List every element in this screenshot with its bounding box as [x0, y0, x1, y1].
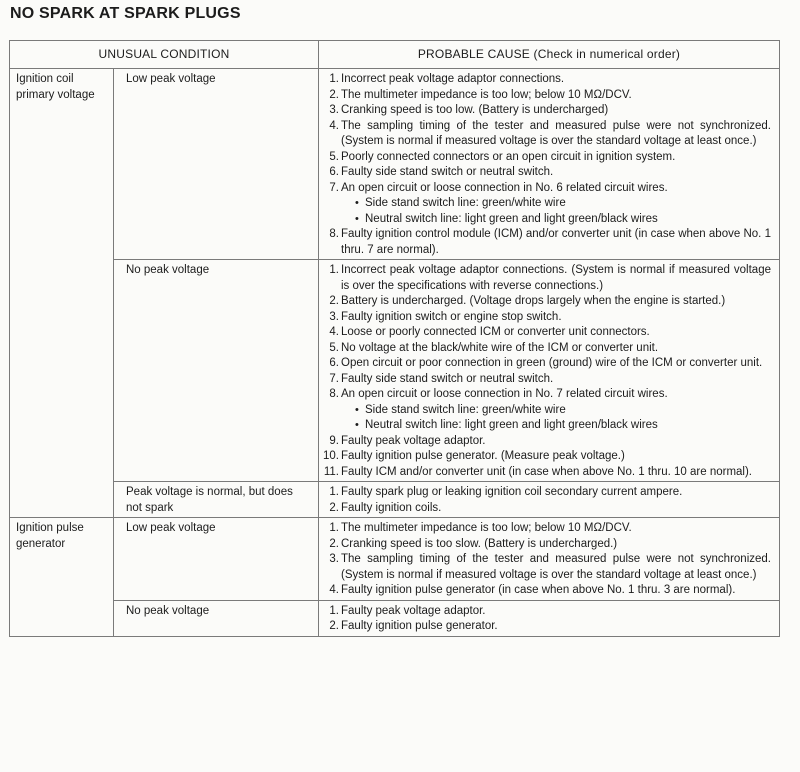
- cause-number: 3.: [329, 310, 339, 323]
- cause-text: Faulty ignition pulse generator (in case when above No. 1 thru. 3 are normal).: [341, 584, 736, 596]
- cause-item: [323, 537, 771, 553]
- cause-item: [323, 325, 771, 341]
- causes-cell: [319, 69, 780, 260]
- cause-item: [323, 150, 771, 166]
- cause-item: [323, 88, 771, 104]
- table-row: [10, 600, 780, 636]
- cause-item: [323, 465, 771, 481]
- cause-text: Faulty ignition control module (ICM) and/or converter unit (in case when above No. 1 thru. 7 are normal).: [341, 228, 771, 256]
- cause-text: Faulty ignition coils.: [341, 501, 442, 514]
- cause-number: 1.: [329, 604, 339, 617]
- cause-item: [323, 165, 771, 181]
- cause-item: [323, 356, 771, 372]
- condition-cell: Low peak voltage: [114, 69, 319, 260]
- cause-list: [323, 604, 771, 635]
- cause-text: The multimeter impedance is too low; below 10 MΩ/DCV.: [341, 522, 632, 534]
- bullet-item: • Neutral switch line: light green and light green/black wires: [355, 418, 771, 434]
- cause-item: [323, 501, 771, 517]
- cause-number: 2.: [329, 537, 339, 550]
- cause-text: Loose or poorly connected ICM or converter unit connectors.: [341, 326, 650, 338]
- cause-text: Faulty ignition pulse generator. (Measure peak voltage.): [341, 450, 625, 462]
- cause-number: 1.: [329, 73, 339, 85]
- cause-list: [323, 263, 771, 480]
- cause-text: Incorrect peak voltage adaptor connections.: [341, 73, 565, 85]
- condition-cell: No peak voltage: [114, 600, 319, 636]
- cause-number: 1.: [329, 486, 339, 498]
- cause-text: The multimeter impedance is too low; below 10 MΩ/DCV.: [341, 88, 632, 101]
- header-probable-cause: PROBABLE CAUSE (Check in numerical order): [319, 41, 780, 69]
- cause-number: 4.: [329, 326, 339, 338]
- cause-list: [323, 72, 771, 258]
- cause-number: 8.: [329, 388, 339, 400]
- cause-item: [323, 521, 771, 537]
- cause-item: [323, 72, 771, 88]
- cause-item: [323, 372, 771, 388]
- cause-text: Faulty ICM and/or converter unit (in case when above No. 1 thru. 10 are normal).: [341, 465, 753, 478]
- table-row: [10, 260, 780, 482]
- bullet-list: [341, 196, 771, 227]
- cause-text: An open circuit or loose connection in No. 6 related circuit wires.: [341, 181, 668, 194]
- cause-text: Faulty ignition switch or engine stop switch.: [341, 310, 562, 323]
- cause-item: [323, 434, 771, 450]
- condition-cell: Peak voltage is normal, but does not spark: [114, 482, 319, 518]
- cause-number: 2.: [329, 88, 339, 101]
- cause-item: [323, 119, 771, 150]
- cause-text: An open circuit or loose connection in No. 7 related circuit wires.: [341, 388, 668, 400]
- cause-text: Poorly connected connectors or an open circuit in ignition system.: [341, 150, 676, 163]
- cause-number: 5.: [329, 341, 339, 354]
- cause-item: [323, 310, 771, 326]
- header-row: [10, 41, 780, 69]
- cause-item: [323, 485, 771, 501]
- cause-item: [323, 181, 771, 228]
- cause-text: The sampling timing of the tester and measured pulse were not synchronized. (System is normal if measured voltage is over the standard voltage at least once.): [341, 119, 771, 147]
- cause-item: [323, 103, 771, 119]
- cause-number: 4.: [329, 584, 339, 596]
- cause-number: 9.: [329, 434, 339, 447]
- table-row: [10, 69, 780, 260]
- cause-item: [323, 387, 771, 434]
- bullet-list: [341, 403, 771, 434]
- bullet-item: • Side stand switch line: green/white wire: [355, 196, 771, 212]
- cause-number: 10.: [323, 450, 339, 462]
- system-name-cell: Ignition coil primary voltage: [10, 69, 114, 518]
- condition-cell: Low peak voltage: [114, 518, 319, 601]
- cause-number: 2.: [329, 620, 339, 632]
- cause-item: [323, 227, 771, 258]
- cause-number: 2.: [329, 295, 339, 307]
- causes-cell: [319, 518, 780, 601]
- table-row: [10, 518, 780, 601]
- cause-number: 3.: [329, 104, 339, 116]
- cause-list: [323, 485, 771, 516]
- cause-item: [323, 552, 771, 583]
- cause-number: 3.: [329, 553, 339, 565]
- cause-item: [323, 341, 771, 357]
- cause-number: 1.: [329, 522, 339, 534]
- cause-number: 6.: [329, 357, 339, 369]
- table-body: [10, 69, 780, 637]
- cause-text: The sampling timing of the tester and measured pulse were not synchronized. (System is normal if measured voltage is over the standard voltage at least once.): [341, 553, 771, 581]
- troubleshooting-table: [9, 40, 780, 637]
- cause-item: [323, 604, 771, 620]
- causes-cell: [319, 482, 780, 518]
- cause-item: [323, 294, 771, 310]
- cause-item: [323, 263, 771, 294]
- cause-text: Faulty peak voltage adaptor.: [341, 604, 486, 617]
- cause-text: Cranking speed is too slow. (Battery is undercharged.): [341, 537, 618, 550]
- cause-text: Faulty ignition pulse generator.: [341, 620, 498, 632]
- bullet-item: • Side stand switch line: green/white wire: [355, 403, 771, 419]
- system-name-cell: Ignition pulse generator: [10, 518, 114, 637]
- cause-item: [323, 583, 771, 599]
- bullet-item: • Neutral switch line: light green and light green/black wires: [355, 212, 771, 228]
- cause-text: Faulty spark plug or leaking ignition coil secondary current ampere.: [341, 486, 683, 498]
- cause-number: 6.: [329, 166, 339, 178]
- cause-text: Faulty side stand switch or neutral switch.: [341, 372, 554, 385]
- cause-text: Faulty side stand switch or neutral switch.: [341, 166, 554, 178]
- cause-number: 8.: [329, 228, 339, 240]
- cause-number: 4.: [329, 119, 339, 132]
- causes-cell: [319, 600, 780, 636]
- cause-text: No voltage at the black/white wire of the ICM or converter unit.: [341, 341, 659, 354]
- cause-item: [323, 619, 771, 635]
- cause-number: 1.: [329, 264, 339, 276]
- cause-text: Faulty peak voltage adaptor.: [341, 434, 486, 447]
- cause-text: Cranking speed is too low. (Battery is undercharged): [341, 104, 609, 116]
- cause-text: Incorrect peak voltage adaptor connections. (System is normal if measured voltage is over the specifications with reverse connections.): [341, 264, 771, 292]
- cause-text: Battery is undercharged. (Voltage drops largely when the engine is started.): [341, 295, 726, 307]
- cause-list: [323, 521, 771, 599]
- cause-number: 5.: [329, 150, 339, 163]
- cause-item: [323, 449, 771, 465]
- header-unusual-condition: UNUSUAL CONDITION: [10, 41, 319, 69]
- condition-cell: No peak voltage: [114, 260, 319, 482]
- table-row: [10, 482, 780, 518]
- cause-number: 11.: [323, 465, 339, 478]
- cause-number: 2.: [329, 501, 339, 514]
- page-title: NO SPARK AT SPARK PLUGS: [10, 5, 241, 22]
- cause-text: Open circuit or poor connection in green (ground) wire of the ICM or converter unit.: [341, 357, 763, 369]
- causes-cell: [319, 260, 780, 482]
- cause-number: 7.: [329, 372, 339, 385]
- cause-number: 7.: [329, 181, 339, 194]
